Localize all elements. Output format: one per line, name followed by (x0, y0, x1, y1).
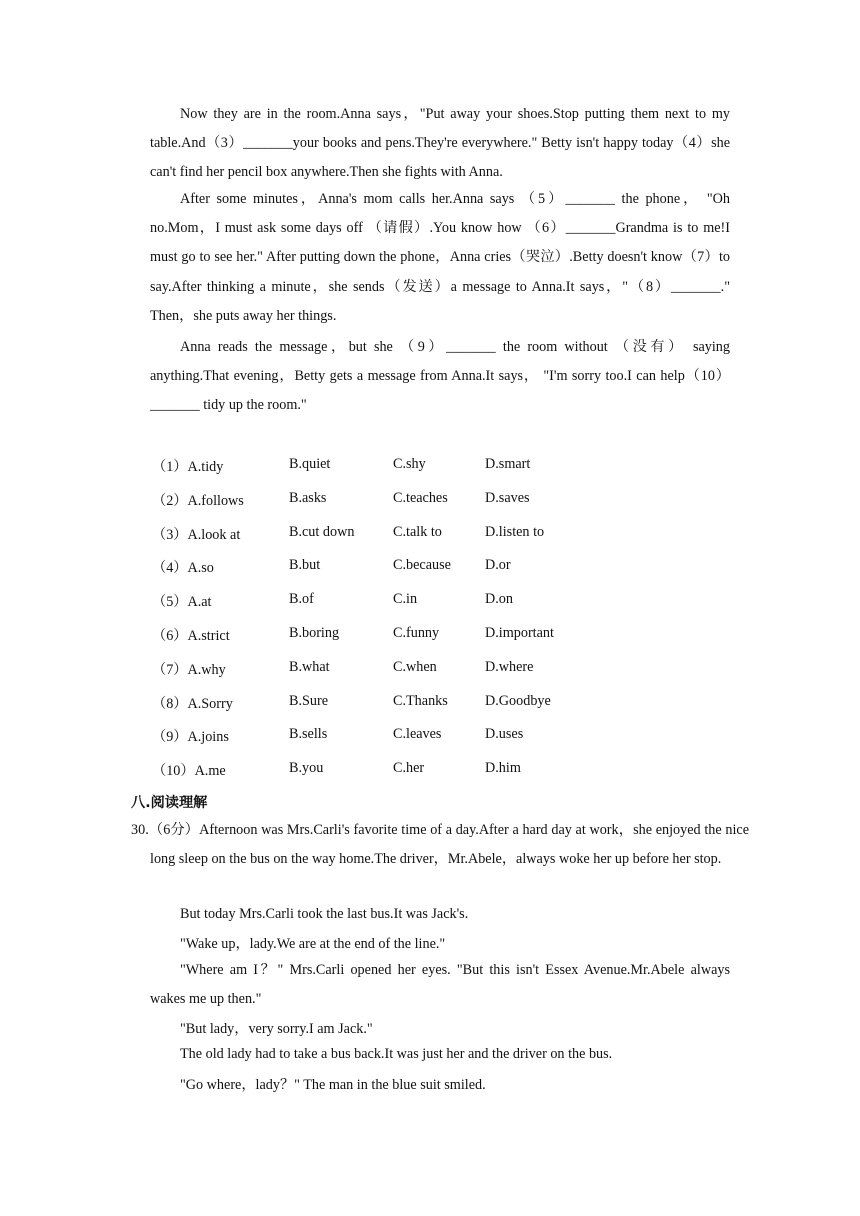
option-d: D.saves (485, 489, 530, 506)
option-c: C.when (393, 658, 437, 675)
option-a: （8）A.Sorry (152, 695, 233, 712)
passage-paragraph-2: After some minutes，Anna's mom calls her.Anna says （5）_______ the phone， "Oh no.Mom，I must ask some days off （请假）.You know how （6）_______Grandma is to me!I must go to see her." After putting down the phone，Anna cries（哭泣）.Betty doesn't know（7）to say.After thinking a minute，she sends（发送）a message to Anna.It says，"（8）_______." Then，she puts away her things. (150, 191, 730, 324)
option-a: （5）A.at (152, 594, 212, 611)
option-d: D.important (485, 625, 554, 641)
option-d: D.or (485, 557, 511, 574)
option-d: D.him (485, 760, 521, 777)
option-c: C.Thanks (393, 692, 448, 709)
option-b: B.you (289, 760, 324, 777)
option-a: （9）A.joins (152, 729, 229, 746)
story-line-6: "Go where，lady？" The man in the blue suit smiled. (180, 1077, 486, 1093)
option-d: D.on (485, 591, 513, 608)
section-heading: 八.阅读理解 (131, 795, 208, 811)
option-a: （4）A.so (152, 560, 214, 577)
option-b: B.what (289, 658, 330, 675)
passage-paragraph-1: Now they are in the room.Anna says，"Put away your shoes.Stop putting them next to my table.And（3）_______your books and pens.They're everywhere." Betty isn't happy today（4）she can't find her pencil box anywhere.Then she fights with Anna. (150, 106, 730, 181)
option-d: D.where (485, 658, 534, 675)
option-b: B.of (289, 591, 314, 608)
option-d: D.uses (485, 726, 524, 743)
option-d: D.listen to (485, 523, 545, 540)
story-line-5: The old lady had to take a bus back.It was just her and the driver on the bus. (180, 1046, 613, 1062)
option-b: B.Sure (289, 692, 329, 709)
option-a: （2）A.follows (152, 492, 244, 509)
story-line-4: "But lady，very sorry.I am Jack." (180, 1021, 373, 1037)
option-a: （3）A.look at (152, 526, 241, 543)
option-a: （6）A.strict (152, 628, 230, 644)
story-line-3: "Where am I？" Mrs.Carli opened her eyes. "But this isn't Essex Avenue.Mr.Abele always wakes me up then." (150, 962, 730, 1008)
option-b: B.quiet (289, 456, 331, 472)
option-c: C.in (393, 591, 418, 608)
option-c: C.talk to (393, 523, 442, 540)
option-a: （10）A.me (152, 763, 226, 780)
option-c: C.because (393, 557, 451, 574)
passage-paragraph-3: Anna reads the message，but she （9）_______ the room without （没有） saying anything.That evening，Betty gets a message from Anna.It says， "I'm sorry too.I can help（10）_______ tidy up the room." (150, 339, 730, 414)
question-30-text: 30.（6分）Afternoon was Mrs.Carli's favorite time of a day.After a hard day at work，she enjoyed the nice long sleep on the bus on the way home.The driver，Mr.Abele，always woke her up before her stop. (131, 822, 749, 868)
option-c: C.funny (393, 625, 440, 641)
option-a: （7）A.why (152, 661, 226, 678)
option-d: D.smart (485, 456, 531, 472)
option-b: B.asks (289, 489, 327, 506)
option-b: B.cut down (289, 523, 355, 540)
option-a: （1）A.tidy (152, 459, 224, 475)
option-d: D.Goodbye (485, 692, 551, 709)
option-c: C.her (393, 760, 425, 777)
option-b: B.sells (289, 726, 328, 743)
option-c: C.leaves (393, 726, 442, 743)
option-b: B.boring (289, 625, 340, 641)
story-line-1: But today Mrs.Carli took the last bus.It was Jack's. (180, 906, 469, 922)
option-b: B.but (289, 557, 321, 574)
option-c: C.teaches (393, 489, 448, 506)
story-line-2: "Wake up，lady.We are at the end of the line." (180, 936, 446, 952)
option-c: C.shy (393, 456, 426, 472)
question-30-intro (131, 816, 749, 874)
